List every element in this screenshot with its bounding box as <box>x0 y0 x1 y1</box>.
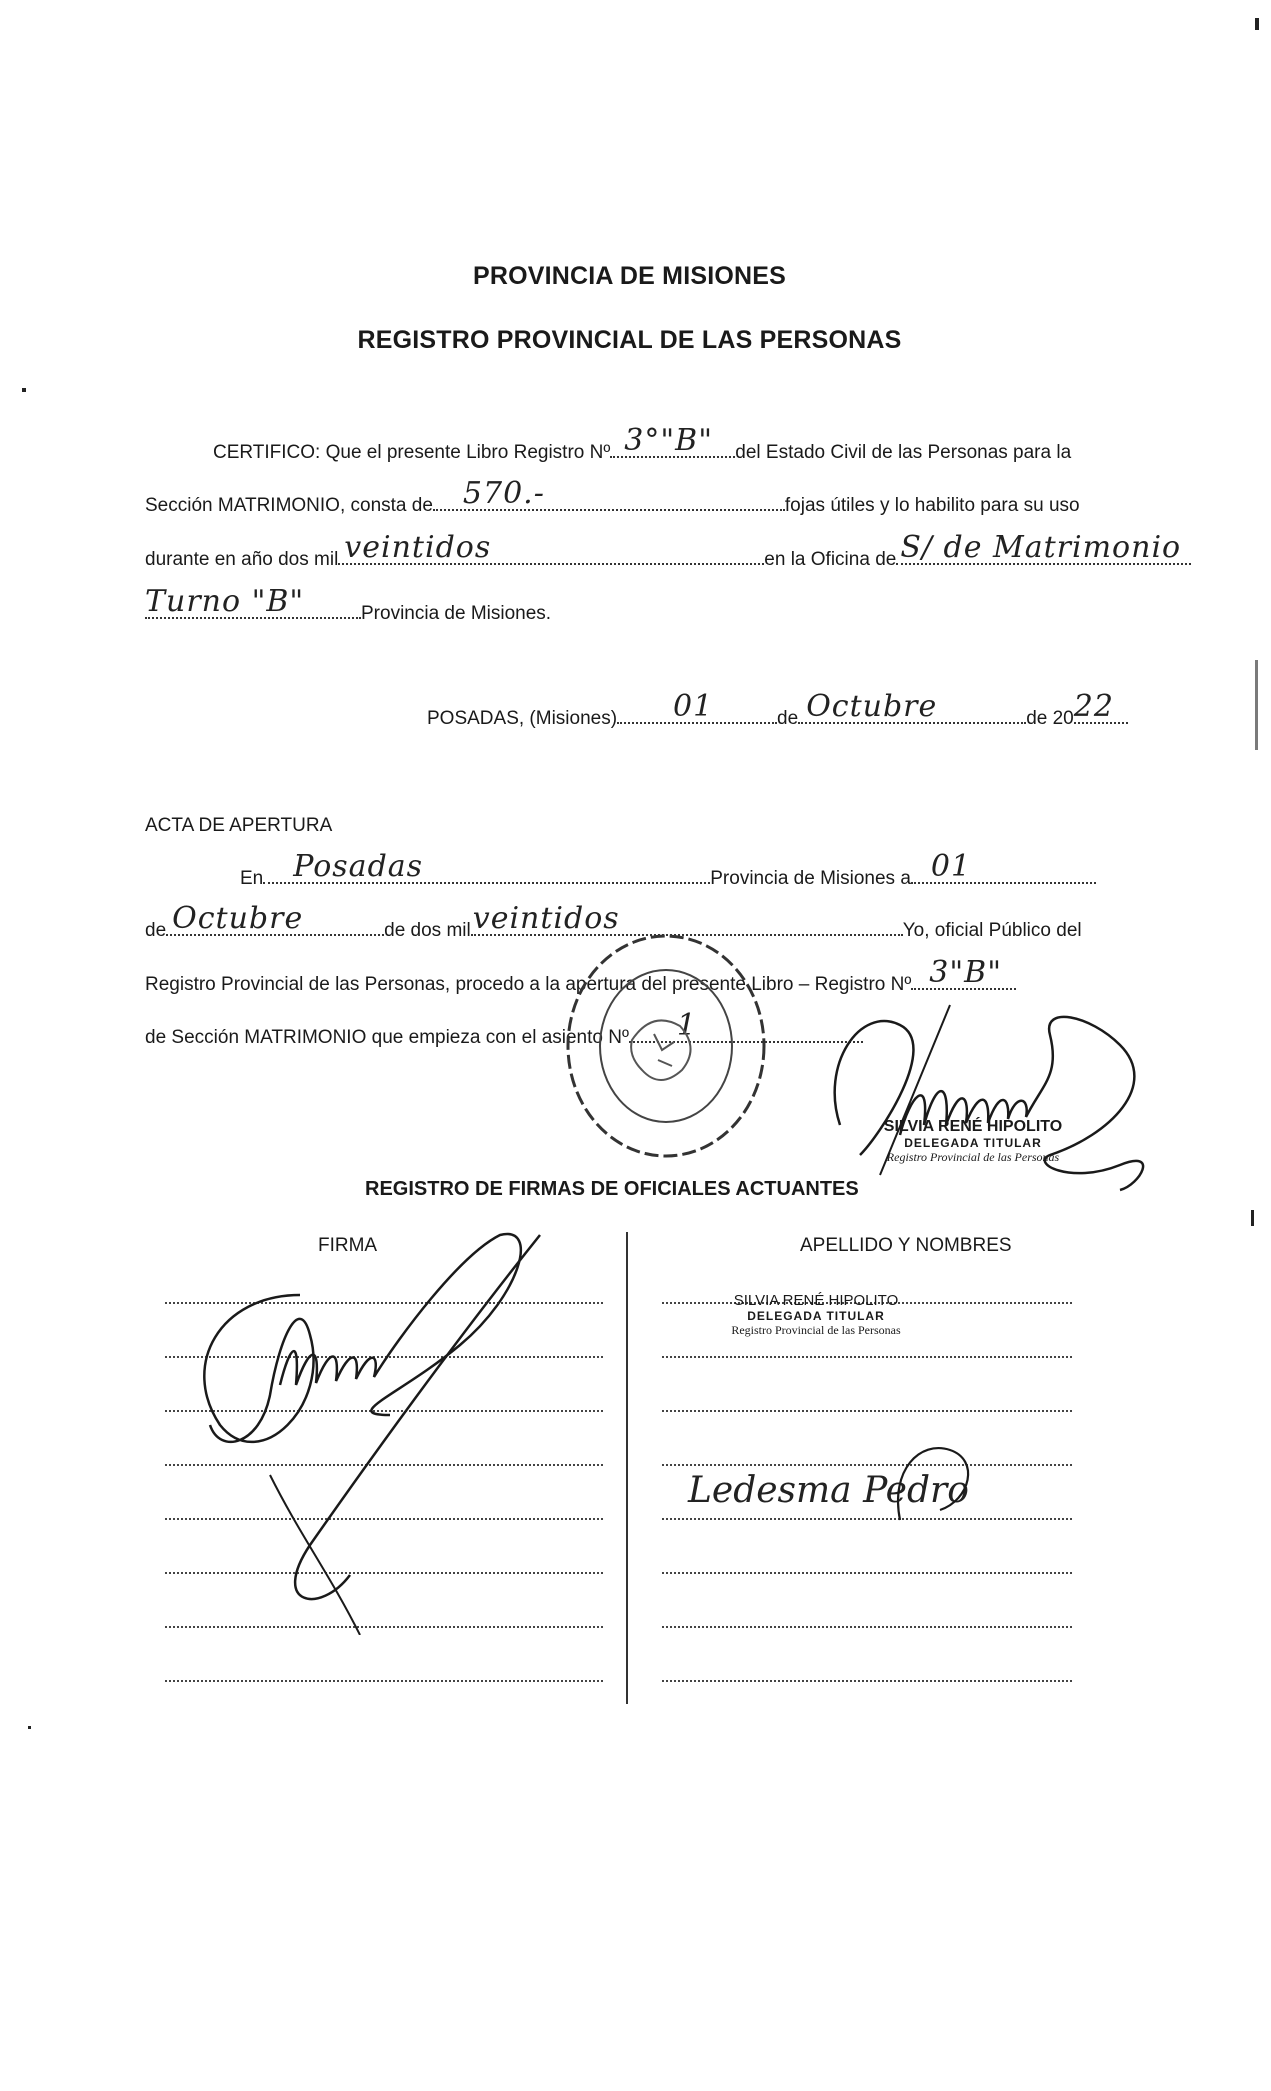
cert-l3-mid: en la Oficina de <box>764 549 897 570</box>
certificate-line-4 <box>145 584 552 625</box>
fojas-value: 570.- <box>462 476 545 511</box>
certificate-line-3 <box>145 530 1191 571</box>
entry1-name: SILVIA RENÉ HIPOLITO <box>733 1292 899 1309</box>
acta-stamp <box>848 1118 1098 1165</box>
cert-l1-suffix: del Estado Civil de las Personas para la <box>735 442 1072 463</box>
acta-heading: ACTA DE APERTURA <box>145 815 333 836</box>
col-apellido-header: APELLIDO Y NOMBRES <box>800 1235 1012 1256</box>
certificate-line-2 <box>145 476 1080 517</box>
certificate-line-1 <box>213 423 1072 464</box>
apellido-row <box>662 1518 1072 1520</box>
firma-signature <box>160 1215 580 1635</box>
date-de-1: de <box>777 708 799 729</box>
cert-l2-suffix: fojas útiles y lo habilito para su uso <box>784 495 1080 516</box>
oficina-value: S/ de Matrimonio <box>900 530 1182 565</box>
libro-number-value: 3°"B" <box>624 423 714 458</box>
turno-field <box>145 584 361 619</box>
acta-stamp-role: DELEGADA TITULAR <box>904 1136 1042 1150</box>
acta-city-value: Posadas <box>293 849 424 884</box>
date-month-value: Octubre <box>806 689 938 724</box>
acta-asiento-value: 1 <box>676 1008 697 1043</box>
entry2-name: Ledesma Pedro <box>688 1470 969 1511</box>
year-words-value: veintidos <box>344 530 492 565</box>
year-words-field <box>338 530 764 565</box>
date-de-2: de 20 <box>1026 708 1074 729</box>
entry1-stamp <box>706 1292 926 1338</box>
acta-libro-value: 3"B" <box>929 955 1003 990</box>
entry2-signature-loop <box>880 1440 1000 1530</box>
firma-signature-graphic <box>160 1215 580 1635</box>
libro-number-field <box>610 423 735 458</box>
date-prefix: POSADAS, (Misiones) <box>427 708 618 729</box>
entry1-role: DELEGADA TITULAR <box>747 1309 885 1323</box>
apellido-row <box>662 1410 1072 1412</box>
acta-yo-text: Yo, oficial Público del <box>902 920 1082 941</box>
registry-title: REGISTRO PROVINCIAL DE LAS PERSONAS <box>357 326 902 354</box>
scan-mark <box>28 1726 31 1729</box>
fojas-field <box>433 476 785 511</box>
oficina-field <box>896 530 1191 565</box>
apellido-row <box>662 1464 1072 1466</box>
scan-mark <box>1255 18 1259 30</box>
cert-l2-prefix: Sección MATRIMONIO, consta de <box>145 495 433 516</box>
date-year-value: 22 <box>1073 689 1114 724</box>
acta-l4-text: de Sección MATRIMONIO que empieza con el asiento Nº <box>145 1027 629 1048</box>
acta-de: de <box>145 920 167 941</box>
scan-mark <box>1255 660 1258 750</box>
apellido-row <box>662 1680 1072 1682</box>
date-line <box>427 689 1128 730</box>
date-month-field <box>798 689 1026 724</box>
province-title: PROVINCIA DE MISIONES <box>472 262 787 290</box>
acta-en: En <box>240 868 264 889</box>
firma-row <box>165 1680 603 1682</box>
date-day-field <box>617 689 777 724</box>
scan-mark <box>22 388 26 392</box>
acta-dos-mil: de dos mil <box>384 920 471 941</box>
cert-l4-suffix: Provincia de Misiones. <box>361 603 552 624</box>
entry1-org: Registro Provincial de las Personas <box>731 1323 901 1337</box>
entry2-loop-graphic <box>880 1440 1000 1530</box>
cert-l1-prefix: CERTIFICO: Que el presente Libro Registro Nº <box>213 442 611 463</box>
col-firma-header: FIRMA <box>318 1235 378 1256</box>
signatures-heading: REGISTRO DE FIRMAS DE OFICIALES ACTUANTES <box>365 1178 859 1200</box>
acta-day-field <box>911 849 1096 884</box>
acta-day-value: 01 <box>930 849 972 884</box>
official-seal <box>562 930 770 1162</box>
scan-mark <box>1251 1210 1254 1226</box>
column-divider <box>626 1232 628 1704</box>
acta-year-value: veintidos <box>472 901 620 936</box>
acta-prov-text: Provincia de Misiones a <box>710 868 911 889</box>
apellido-row <box>662 1572 1072 1574</box>
date-year-field <box>1073 689 1128 724</box>
acta-month-value: Octubre <box>172 901 304 936</box>
date-day-value: 01 <box>673 689 714 724</box>
acta-stamp-org: Registro Provincial de las Personas <box>886 1150 1060 1164</box>
acta-l3-text: Registro Provincial de las Personas, procedo a la apertura del presente Libro – Registro Nº <box>145 974 912 995</box>
cert-l3-prefix: durante en año dos mil <box>145 549 339 570</box>
acta-city-field <box>263 849 710 884</box>
acta-stamp-name: SILVIA RENÉ HIPOLITO <box>883 1118 1063 1135</box>
apellido-row <box>662 1626 1072 1628</box>
acta-month-field <box>166 901 384 936</box>
official-seal-graphic <box>562 930 770 1162</box>
turno-value: Turno "B" <box>145 584 305 619</box>
apellido-row <box>662 1356 1072 1358</box>
acta-line-1 <box>240 849 1096 890</box>
